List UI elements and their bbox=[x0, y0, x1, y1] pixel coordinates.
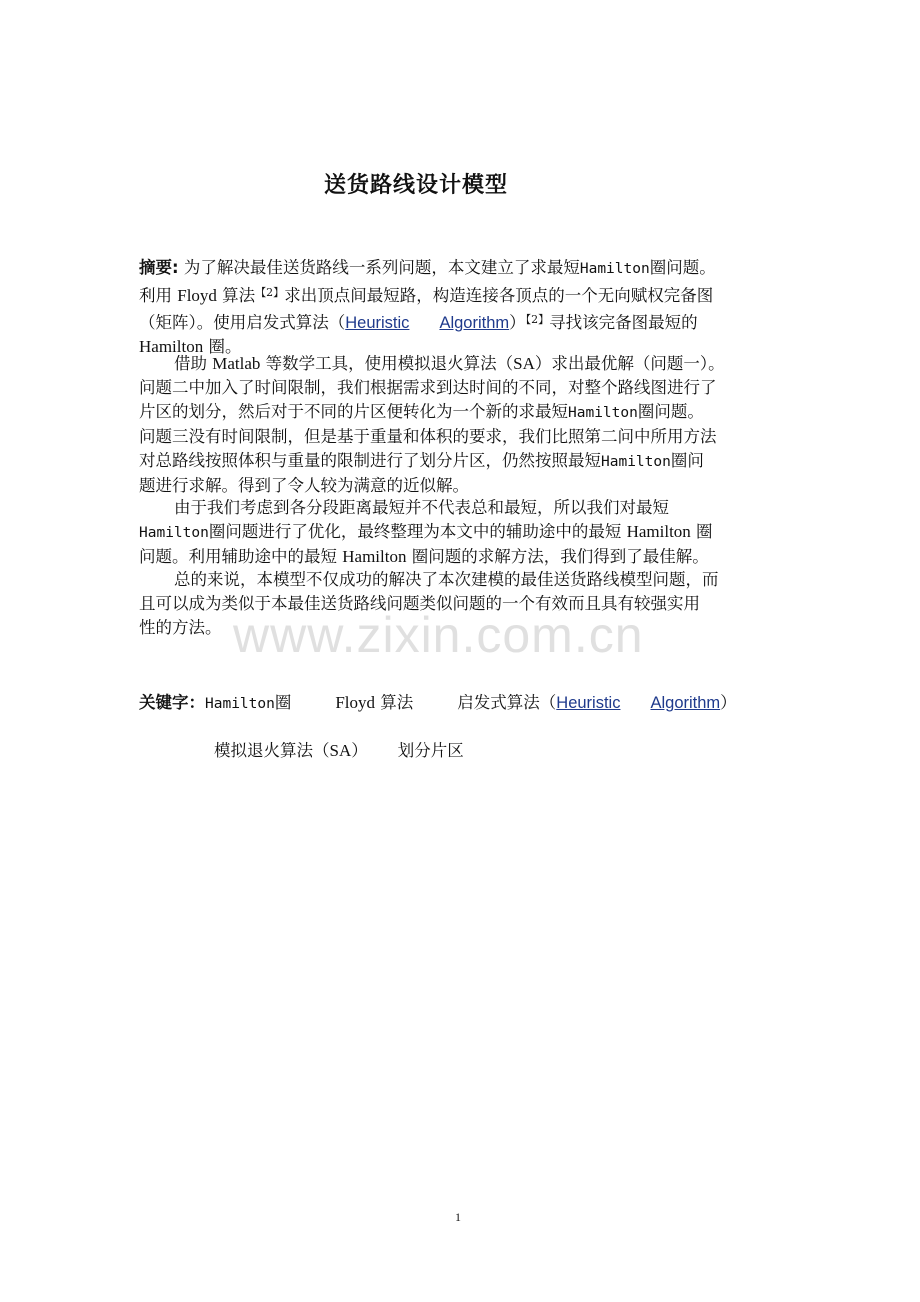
abstract-paragraph-3 bbox=[139, 496, 784, 569]
text-line: 题进行求解。得到了令人较为满意的近似解。 bbox=[139, 476, 469, 495]
text-line bbox=[139, 256, 784, 281]
citation-ref[interactable]: 【2】 bbox=[255, 286, 285, 299]
text-run: 等数学工具，使用模拟退火算法（ bbox=[260, 354, 514, 373]
keyword-hamilton-suffix: 圈 bbox=[274, 693, 292, 712]
heuristic-link[interactable]: Heuristic bbox=[345, 314, 410, 332]
text-run: 利用 bbox=[139, 286, 178, 305]
text-run: 对总路线按照体积与重量的限制进行了划分片区，仍然按照最短 bbox=[139, 451, 601, 470]
term-hamilton: Hamilton bbox=[139, 525, 209, 541]
text-run: 圈问题的求解方法，我们得到了最佳解。 bbox=[406, 547, 709, 566]
keyword-floyd-suffix: 算法 bbox=[375, 693, 414, 712]
text-line: 性的方法。 bbox=[139, 618, 222, 637]
text-run: 为了解决最佳送货路线一系列问题，本文建立了求最短 bbox=[178, 258, 580, 277]
text-line bbox=[139, 400, 784, 425]
keywords-row-2 bbox=[214, 737, 464, 761]
text-run: 算法 bbox=[216, 286, 256, 305]
abstract-label: 摘要: bbox=[139, 258, 179, 277]
term-hamilton: Hamilton bbox=[342, 547, 407, 566]
keyword-sa-prefix: 模拟退火算法（ bbox=[214, 741, 330, 760]
watermark: www.zixin.com.cn bbox=[233, 607, 644, 663]
text-line bbox=[139, 449, 784, 474]
keyword-algorithm-link[interactable]: Algorithm bbox=[650, 694, 721, 712]
term-hamilton: Hamilton bbox=[568, 405, 638, 421]
text-line bbox=[139, 308, 784, 335]
page-number: 1 bbox=[455, 1210, 461, 1224]
text-run: 圈问 bbox=[670, 451, 704, 470]
term-floyd: Floyd bbox=[177, 286, 217, 305]
text-run: ） bbox=[509, 313, 526, 332]
text-line bbox=[139, 281, 784, 308]
text-line: 问题二中加入了时间限制，我们根据需求到达时间的不同，对整个路线图进行了 bbox=[139, 378, 717, 397]
text-line: 且可以成为类似于本最佳送货路线问题类似问题的一个有效而且具有较强实用 bbox=[139, 594, 700, 613]
text-line: 总的来说，本模型不仅成功的解决了本次建模的最佳送货路线模型问题，而 bbox=[174, 570, 719, 589]
keyword-sa: SA bbox=[329, 741, 352, 760]
text-run: ）求出最优解（问题一）。 bbox=[534, 354, 725, 373]
term-hamilton: Hamilton bbox=[601, 454, 671, 470]
text-run: 圈 bbox=[690, 522, 713, 541]
text-run: 借助 bbox=[174, 354, 213, 373]
keyword-floyd: Floyd bbox=[335, 693, 376, 712]
text-run: 圈问题。 bbox=[637, 402, 704, 421]
keyword-partition: 划分片区 bbox=[397, 741, 464, 760]
citation-ref[interactable]: 【2】 bbox=[525, 313, 550, 326]
text-line: 由于我们考虑到各分段距离最短并不代表总和最短，所以我们对最短 bbox=[174, 498, 669, 517]
text-run: 求出顶点间最短路，构造连接各顶点的一个无向赋权完备图 bbox=[284, 286, 714, 305]
term-matlab: Matlab bbox=[212, 354, 261, 373]
term-sa: SA bbox=[513, 354, 535, 373]
text-run: 圈问题进行了优化，最终整理为本文中的辅助途中的最短 bbox=[208, 522, 627, 541]
algorithm-link[interactable]: Algorithm bbox=[439, 314, 510, 332]
keywords-label: 关键字： bbox=[139, 693, 205, 712]
text-line bbox=[139, 545, 784, 569]
term-hamilton: Hamilton bbox=[139, 337, 204, 356]
text-run: 圈。 bbox=[203, 337, 242, 356]
text-line: 问题三没有时间限制，但是基于重量和体积的要求，我们比照第二问中所用方法 bbox=[139, 427, 717, 446]
abstract-paragraph-2 bbox=[139, 352, 784, 498]
text-line bbox=[139, 520, 784, 545]
text-run: 片区的划分，然后对于不同的片区便转化为一个新的求最短 bbox=[139, 402, 568, 421]
keyword-heuristic-link[interactable]: Heuristic bbox=[556, 694, 621, 712]
keyword-heuristic-prefix: 启发式算法（ bbox=[457, 693, 557, 712]
term-hamilton: Hamilton bbox=[626, 522, 691, 541]
text-run: 问题。利用辅助途中的最短 bbox=[139, 547, 343, 566]
abstract-paragraph-1 bbox=[139, 256, 784, 359]
document-title: 送货路线设计模型 bbox=[324, 173, 509, 198]
keyword-sa-suffix: ） bbox=[351, 741, 368, 760]
text-run: 圈问题。 bbox=[649, 258, 716, 277]
keyword-hamilton: Hamilton bbox=[205, 696, 275, 712]
text-run: 寻找该完备图最短的 bbox=[549, 313, 698, 332]
text-line bbox=[139, 352, 784, 376]
keywords-row-1 bbox=[139, 689, 737, 713]
term-hamilton: Hamilton bbox=[579, 261, 650, 277]
keyword-heuristic-suffix: ） bbox=[720, 693, 737, 712]
text-run: （矩阵）。使用启发式算法（ bbox=[139, 313, 346, 332]
